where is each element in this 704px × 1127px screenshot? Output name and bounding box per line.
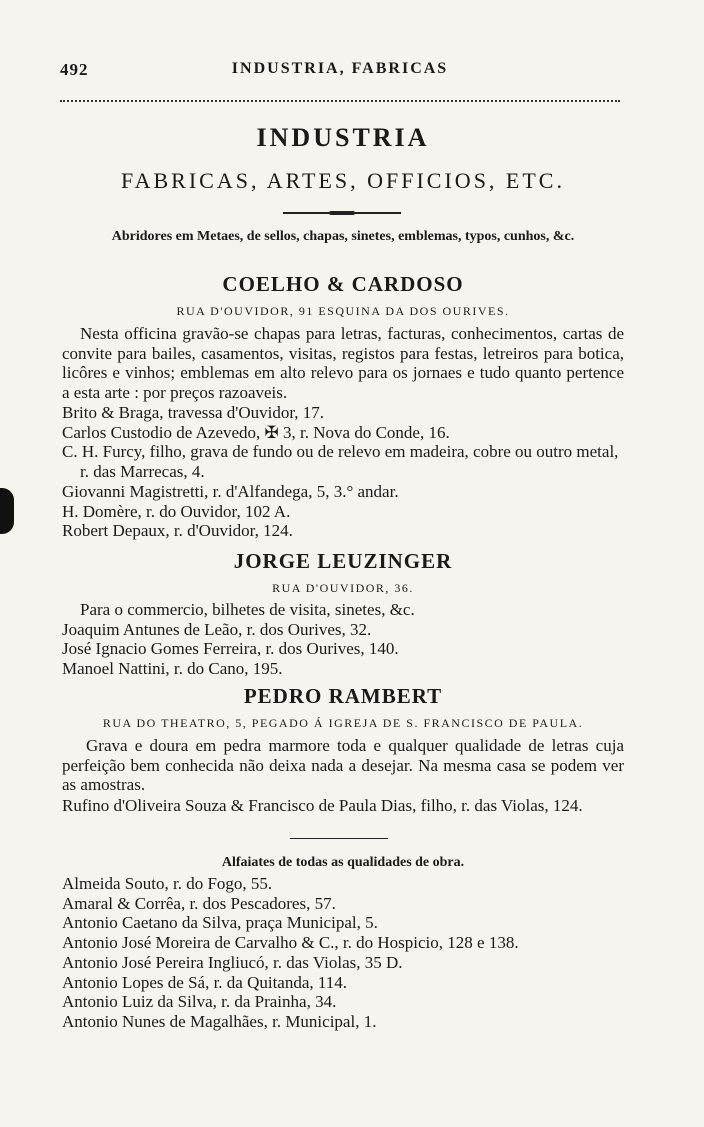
- list-item: Almeida Souto, r. do Fogo, 55.: [62, 874, 273, 893]
- list-item: Antonio Nunes de Magalhães, r. Municipal, 1.: [62, 1011, 377, 1031]
- firm-address-pedro-rambert: RUA DO THEATRO, 5, PEGADO Á IGREJA DE S. FRANCISCO DE PAULA.: [102, 716, 584, 730]
- section-heading-abridores: Abridores em Metaes, de sellos, chapas, sinetes, emblemas, typos, cunhos, &c.: [111, 229, 575, 244]
- list-item: Giovanni Magistretti, r. d'Alfandega, 5, 3.° andar.: [62, 481, 399, 501]
- entries-list-2: [62, 600, 624, 679]
- list-item: Brito & Braga, travessa d'Ouvidor, 17.: [62, 403, 325, 422]
- section-separator: [290, 838, 388, 839]
- firm-name-coelho-cardoso: COELHO & CARDOSO: [222, 272, 464, 296]
- main-title: INDUSTRIA: [256, 123, 430, 152]
- list-item: Manoel Nattini, r. do Cano, 195.: [62, 659, 283, 679]
- list-item: C. H. Furcy, filho, grava de fundo ou de relevo em madeira, cobre ou outro metal, r. das Marrecas, 4.: [62, 442, 619, 482]
- entries-list-1: [62, 403, 624, 541]
- list-item: Antonio Caetano da Silva, praça Municipal, 5.: [62, 913, 378, 933]
- firm-description-coelho-cardoso: Nesta officina gravão-se chapas para letras, facturas, conhecimentos, cartas de convite para bailes, casamentos, visitas, registos para festas, letreiros para botica, licôres e vinhos; emblemas em alto relevo para os jornaes e tudo quanto pertence a esta arte : por preços razoaveis.: [62, 324, 624, 402]
- list-item: Robert Depaux, r. d'Ouvidor, 124.: [62, 521, 293, 541]
- list-item: José Ignacio Gomes Ferreira, r. dos Ourives, 140.: [62, 639, 399, 659]
- subtitle: FABRICAS, ARTES, OFFICIOS, ETC.: [121, 168, 565, 193]
- list-item: Antonio Lopes de Sá, r. da Quitanda, 114.: [62, 972, 348, 992]
- list-item: H. Domère, r. do Ouvidor, 102 A.: [62, 501, 291, 521]
- firm-address-coelho-cardoso: RUA D'OUVIDOR, 91 ESQUINA DA DOS OURIVES.: [176, 304, 510, 318]
- list-item: Carlos Custodio de Azevedo, ✠ 3, r. Nova do Conde, 16.: [62, 422, 450, 442]
- header-rule: [60, 100, 620, 102]
- list-item: Antonio José Pereira Ingliucó, r. das Violas, 35 D.: [62, 952, 403, 972]
- ornament-divider: [283, 212, 401, 216]
- firm-address-jorge-leuzinger: RUA D'OUVIDOR, 36.: [272, 581, 414, 595]
- firm-name-pedro-rambert: PEDRO RAMBERT: [243, 684, 443, 708]
- binding-shadow: [0, 488, 14, 534]
- list-item: Antonio Luiz da Silva, r. da Prainha, 34.: [62, 992, 337, 1012]
- entries-list-alfaiates: [62, 874, 624, 1032]
- firm-description-pedro-rambert: Grava e doura em pedra marmore toda e qualquer qualidade de letras cuja perfeição bem conhecida não deixa nada a desejar. Na mesma casa se podem ver as amostras.: [62, 736, 624, 794]
- page-number: 492: [60, 60, 89, 79]
- list-item: Joaquim Antunes de Leão, r. dos Ourives, 32.: [62, 619, 372, 639]
- firm-name-jorge-leuzinger: JORGE LEUZINGER: [233, 549, 453, 573]
- list-item: Antonio José Moreira de Carvalho & C., r. do Hospicio, 128 e 138.: [62, 933, 519, 953]
- running-title: INDUSTRIA, FABRICAS: [231, 60, 449, 77]
- section-heading-alfaiates: Alfaiates de todas as qualidades de obra.: [221, 855, 465, 870]
- firm-description-jorge-leuzinger: Para o commercio, bilhetes de visita, sinetes, &c.: [80, 600, 415, 619]
- list-item: Rufino d'Oliveira Souza & Francisco de Paula Dias, filho, r. das Violas, 124.: [62, 796, 583, 815]
- list-item: Amaral & Corrêa, r. dos Pescadores, 57.: [62, 893, 336, 913]
